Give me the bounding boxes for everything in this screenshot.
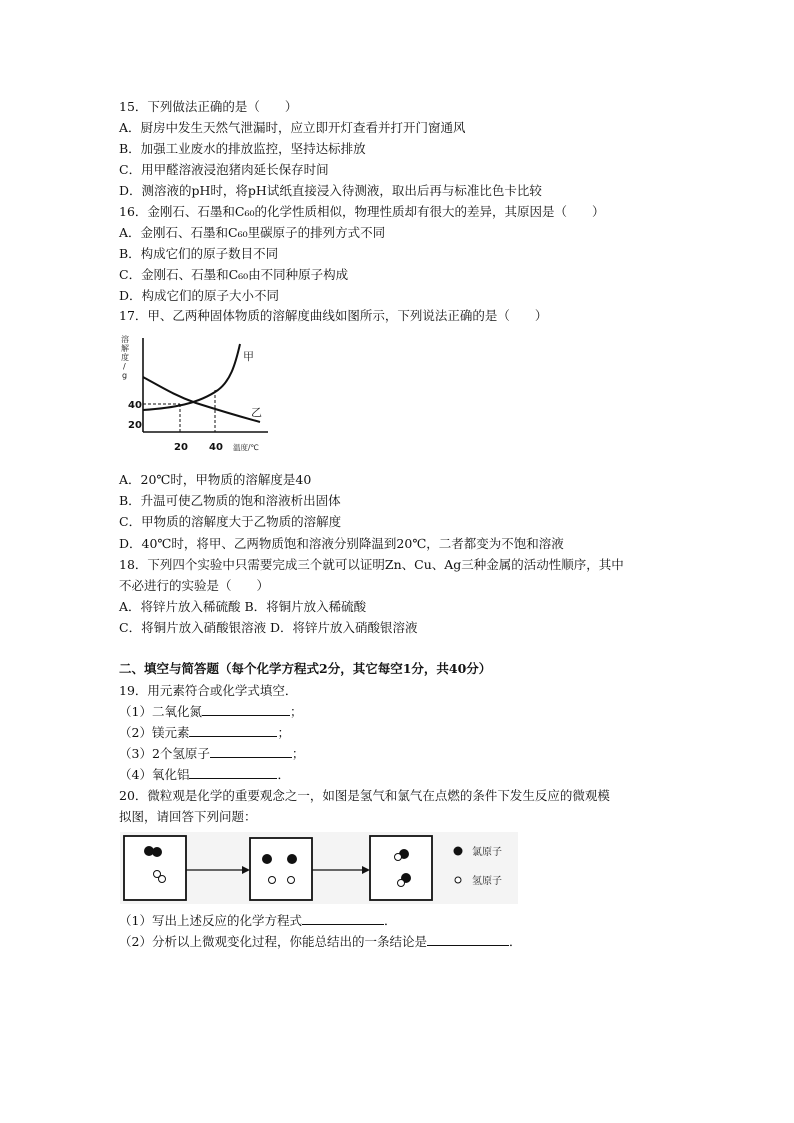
solubility-graph	[118, 332, 278, 464]
q16-option-b: B．构成它们的原子数目不同	[119, 246, 279, 261]
q19-item-1	[119, 704, 302, 720]
x-tick-40: 40	[209, 442, 223, 453]
y-label-1: 溶	[121, 335, 129, 344]
label-jia: 甲	[243, 350, 254, 363]
q19-stem: 19．用元素符合或化学式填空．	[119, 683, 298, 698]
answer-blank[interactable]	[189, 767, 277, 779]
q17-stem: 17．甲、乙两种固体物质的溶解度曲线如图所示，下列说法正确的是（ ）	[119, 308, 548, 323]
q20-stem-1: 20．微粒观是化学的重要观念之一，如图是氢气和氯气在点燃的条件下发生反应的微观模	[119, 788, 610, 803]
q20-sub-2-label: （2）分析以上微观变化过程，你能总结出的一条结论是	[119, 934, 427, 949]
punct: ．	[383, 913, 397, 928]
x-tick-20: 20	[174, 442, 188, 453]
label-yi: 乙	[251, 406, 262, 419]
legend-h-icon	[455, 877, 461, 883]
q19-item-1-label: （1）二氧化氮	[119, 704, 202, 719]
y-tick-20: 20	[128, 420, 142, 431]
h-atom-icon	[288, 877, 295, 884]
q15-option-d: D．测溶液的pH时，将pH试纸直接浸入待测液，取出后再与标准比色卡比较	[119, 183, 542, 198]
q17-option-d: D．40℃时，将甲、乙两物质饱和溶液分别降温到20℃，二者都变为不饱和溶液	[119, 536, 564, 551]
q19-item-3-label: （3）2个氢原子	[119, 746, 210, 761]
q17-option-c: C．甲物质的溶解度大于乙物质的溶解度	[119, 514, 342, 529]
q18-options-cd: C．将铜片放入硝酸银溶液 D．将锌片放入硝酸银溶液	[119, 620, 418, 635]
q17-option-b: B．升温可使乙物质的饱和溶液析出固体	[119, 493, 341, 508]
punct: ；	[277, 725, 290, 740]
cl-atom-icon	[287, 854, 297, 864]
q20-stem-2: 拟图，请回答下列问题：	[119, 809, 257, 824]
h-atom-icon	[398, 880, 405, 887]
q19-item-2-label: （2）镁元素	[119, 725, 190, 740]
legend-cl-label: 氯原子	[472, 847, 502, 858]
x-axis-label: 温度/℃	[233, 443, 259, 452]
q16-stem: 16．金刚石、石墨和C₆₀的化学性质相似，物理性质却有很大的差异，其原因是（ ）	[119, 204, 605, 219]
q18-options-ab: A．将锌片放入稀硫酸 B．将铜片放入稀硫酸	[119, 599, 367, 614]
punct: ．	[277, 767, 290, 782]
answer-blank[interactable]	[427, 934, 509, 946]
q19-item-2	[119, 725, 290, 741]
q18-stem-1: 18．下列四个实验中只需要完成三个就可以证明Zn、Cu、Ag三种金属的活动性顺序，其中	[119, 557, 624, 572]
punct: ；	[291, 746, 305, 761]
punct: ；	[289, 704, 303, 719]
q20-sub-2	[119, 934, 521, 950]
answer-blank[interactable]	[302, 913, 384, 925]
y-label-5: g	[122, 371, 128, 380]
y-label-4: /	[123, 362, 126, 371]
q15-option-c: C．用甲醛溶液浸泡猪肉延长保存时间	[119, 162, 329, 177]
box-products	[370, 836, 432, 900]
answer-blank[interactable]	[210, 746, 292, 758]
q18-stem-2: 不必进行的实验是（ ）	[119, 578, 270, 593]
q15-option-a: A．厨房中发生天然气泄漏时，应立即开灯查看并打开门窗通风	[119, 120, 466, 135]
q17-option-a: A．20℃时，甲物质的溶解度是40	[119, 472, 312, 487]
y-label-2: 解	[121, 344, 129, 353]
reaction-diagram	[118, 828, 518, 906]
answer-blank[interactable]	[189, 725, 277, 737]
y-tick-40: 40	[128, 400, 142, 411]
h-atom-icon	[269, 877, 276, 884]
q16-option-a: A．金刚石、石墨和C₆₀里碳原子的排列方式不同	[119, 225, 386, 240]
q16-option-c: C．金刚石、石墨和C₆₀由不同种原子构成	[119, 267, 349, 282]
q19-item-3	[119, 746, 304, 762]
q20-sub-1-label: （1）写出上述反应的化学方程式	[119, 913, 302, 928]
q20-sub-1	[119, 913, 396, 929]
q15-stem: 15．下列做法正确的是（ ）	[119, 99, 298, 114]
cl-atom-icon	[262, 854, 272, 864]
q19-item-4-label: （4）氧化铝	[119, 767, 190, 782]
box-atoms	[250, 838, 312, 900]
punct: ．	[508, 934, 522, 949]
legend-h-label: 氢原子	[472, 876, 502, 887]
legend-cl-icon	[454, 847, 463, 856]
section-2-heading: 二、填空与简答题（每个化学方程式2分，其它每空1分，共40分）	[119, 661, 492, 676]
curve-jia	[143, 344, 240, 410]
cl-atom-icon	[152, 847, 162, 857]
q19-item-4	[119, 767, 290, 783]
h-atom-icon	[159, 876, 166, 883]
y-label-3: 度	[121, 353, 129, 362]
h-atom-icon	[395, 854, 402, 861]
q16-option-d: D．构成它们的原子大小不同	[119, 288, 280, 303]
box-reactants	[124, 836, 186, 900]
q15-option-b: B．加强工业废水的排放监控，坚持达标排放	[119, 141, 366, 156]
answer-blank[interactable]	[202, 704, 290, 716]
